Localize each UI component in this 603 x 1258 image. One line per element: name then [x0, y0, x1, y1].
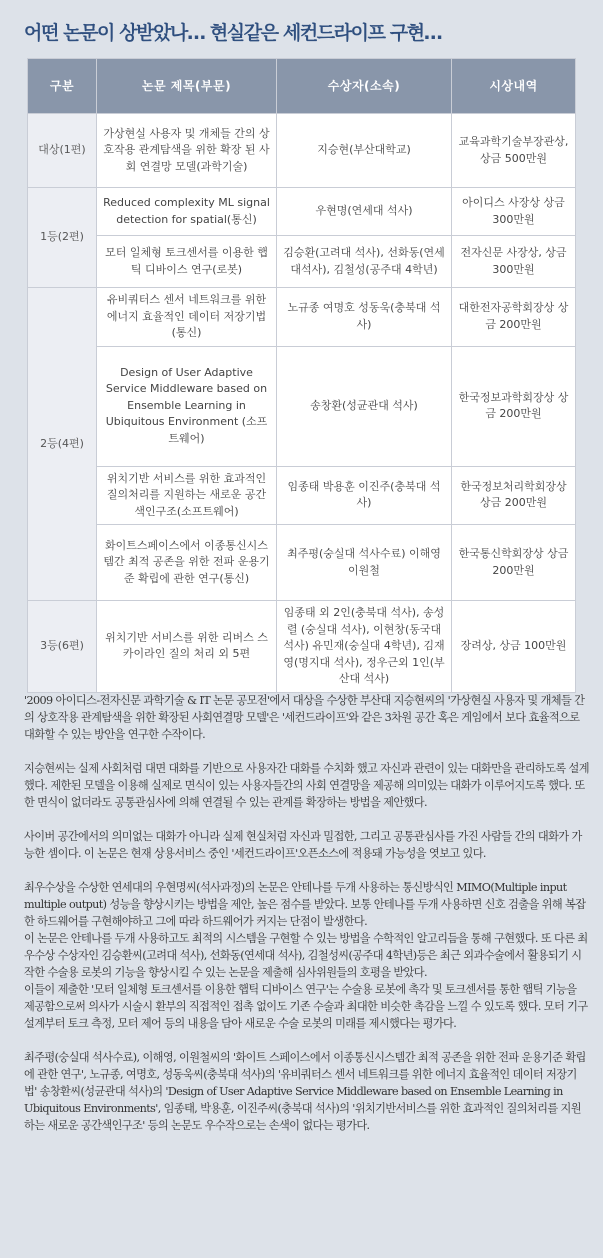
- article-paragraph: 최주평(숭실대 석사수료), 이해영, 이원철씨의 '화이트 스페이스에서 이종통신시스템간 최적 공존을 위한 전파 운용기준 확립에 관한 연구', 노규종, 여명호, 성동욱씨(충북대 석사)의 '유비쿼터스 센서 네트워크를 위한 에너지 효율적인 데이터 저장기법' 송창환씨(성균관대 석사)의 'Design of User Adaptive Service Middleware based on Ensemble Learning in Ubiquitous Environments', 임종태, 박용훈, 이진주씨(충북대 석사)의 '위치기반서비스를 위한 효과적인 질의처리를 지원하는 새로운 공간색인구조' 등의 논문도 우수작으로는 손색이 없다는 평가다.: [24, 1051, 586, 1132]
- prize-cell: 한국정보처리학회장상 상금 200만원: [452, 466, 576, 525]
- article-paragraph: 지승현씨는 실제 사회처럼 대면 대화를 기반으로 사용자간 대화를 수치화 했고 자신과 관련이 있는 대화만을 관리하도록 설계했다. 제한된 모델을 이용해 실제로 면식이 있는 사용자들간의 사회 연결망을 제공해 의미있는 대화가 이루어지도록 했다. 또한 면식이 없더라도 공통관심사에 의해 연결될 수 있는 관계를 확장하는 방법을 제안했다.: [24, 762, 589, 809]
- article-body: [24, 692, 589, 1151]
- title-cell: 위치기반 서비스를 위한 효과적인 질의처리를 지원하는 새로운 공간색인구조(소프트웨어): [97, 466, 277, 525]
- table-row: [28, 288, 576, 347]
- prize-cell: 대한전자공학회장상 상금 200만원: [452, 288, 576, 347]
- table-row: [28, 601, 576, 693]
- prize-cell: 장려상, 상금 100만원: [452, 601, 576, 693]
- title-cell: 위치기반 서비스를 위한 리버스 스카이라인 질의 처리 외 5편: [97, 601, 277, 693]
- category-cell: 2등(4편): [28, 288, 97, 601]
- winner-cell: 지승현(부산대학교): [277, 114, 452, 188]
- table-row: [28, 188, 576, 236]
- header-title: 논문 제목(부문): [97, 59, 277, 114]
- table-row: [28, 346, 576, 466]
- winner-cell: 우현명(연세대 석사): [277, 188, 452, 236]
- article-paragraph: 이 논문은 안테나를 두개 사용하고도 최적의 시스템을 구현할 수 있는 방법을 수학적인 알고리듬을 통해 구현했다. 또 다른 최우수상 수상자인 김승환씨(고려대 석사), 선화동(연세대 석사), 김철성씨(공주대 4학년)등은 최근 외과수술에서 활용되기 시작한 수술용 로봇의 기능을 향상시킬 수 있는 논문을 제출해 심사위원들의 호평을 받았다.: [24, 932, 588, 979]
- category-cell: 1등(2편): [28, 188, 97, 288]
- table-header-row: [28, 59, 576, 114]
- title-cell: Design of User Adaptive Service Middleware based on Ensemble Learning in Ubiquitous Environment (소프트웨어): [97, 346, 277, 466]
- winner-cell: 최주평(숭실대 석사수료) 이해영 이원철: [277, 525, 452, 601]
- prize-cell: 아이디스 사장상 상금 300만원: [452, 188, 576, 236]
- article-paragraph: 최우수상을 수상한 연세대의 우현명씨(석사과정)의 논문은 안테나를 두개 사용하는 통신방식인 MIMO(Multiple input multiple output) 성능을 향상시키는 방법을 제안, 높은 점수를 받았다. 보통 안테나를 두개 사용하면 신호 검출을 위해 복잡한 하드웨어를 구현해야하고 그에 따라 하드웨어가 커지는 단점이 발생한다.: [24, 881, 586, 928]
- title-cell: 유비쿼터스 센서 네트워크를 위한 에너지 효율적인 데이터 저장기법(통신): [97, 288, 277, 347]
- winner-cell: 김승환(고려대 석사), 선화동(연세 대석사), 김철성(공주대 4학년): [277, 236, 452, 288]
- header-prize: 시상내역: [452, 59, 576, 114]
- table-row: [28, 236, 576, 288]
- winner-cell: 임종태 외 2인(충북대 석사), 송성렬 (숭실대 석사), 이현창(동국대 석사) 유민재(숭실대 4학년), 김재영(명지대 석사), 정우근외 1인(부산대 석사): [277, 601, 452, 693]
- winner-cell: 임종태 박용훈 이진주(충북대 석사): [277, 466, 452, 525]
- headline: 어떤 논문이 상받았나… 현실같은 세컨드라이프 구현…: [24, 22, 442, 44]
- winner-cell: 노규종 여명호 성동욱(충북대 석사): [277, 288, 452, 347]
- title-cell: 가상현실 사용자 및 개체들 간의 상호작용 관계탐색을 위한 확장 된 사회 연결망 모델(과학기술): [97, 114, 277, 188]
- header-winner: 수상자(소속): [277, 59, 452, 114]
- prize-cell: 한국정보과학회장상 상금 200만원: [452, 346, 576, 466]
- header-category: 구분: [28, 59, 97, 114]
- awards-table-wrapper: [27, 58, 575, 693]
- title-cell: Reduced complexity ML signal detection for spatial(통신): [97, 188, 277, 236]
- title-cell: 모터 일체형 토크센서를 이용한 햅틱 디바이스 연구(로봇): [97, 236, 277, 288]
- article-paragraph: 사이버 공간에서의 의미없는 대화가 아니라 실제 현실처럼 자신과 밀접한, 그리고 공통관심사를 가진 사람들 간의 대화가 가능한 셈이다. 이 논문은 현재 상용서비스 중인 '세컨드라이프'오픈소스에 적용돼 가능성을 엿보고 있다.: [24, 830, 582, 860]
- article-paragraph: '2009 아이디스-전자신문 과학기술 & IT 논문 공모전'에서 대상을 수상한 부산대 지승현씨의 '가상현실 사용자 및 개체들 간의 상호작용 관계탐색을 위한 확장된 사회연결망 모델'은 '세컨드라이프'와 같은 3차원 공간 혹은 게임에서 보다 효율적으로 대화할 수 있는 방안을 연구한 수작이다.: [24, 694, 585, 741]
- awards-table: [27, 58, 576, 693]
- category-cell: 3등(6편): [28, 601, 97, 693]
- prize-cell: 한국통신학회장상 상금 200만원: [452, 525, 576, 601]
- title-cell: 화이트스페이스에서 이종통신시스템간 최적 공존을 위한 전파 운용기준 확립에 관한 연구(통신): [97, 525, 277, 601]
- category-cell: 대상(1편): [28, 114, 97, 188]
- table-row: [28, 466, 576, 525]
- prize-cell: 교육과학기술부장관상, 상금 500만원: [452, 114, 576, 188]
- prize-cell: 전자신문 사장상, 상금 300만원: [452, 236, 576, 288]
- table-row: [28, 525, 576, 601]
- article-paragraph: 이들이 제출한 '모터 일체형 토크센서를 이용한 햅틱 디바이스 연구'는 수술용 로봇에 촉각 및 토크센서를 통한 햅틱 기능을 제공함으로써 의사가 시술시 환부의 직접적인 접촉 없이도 기존 수술과 최대한 비슷한 촉감을 느낄 수 있도록 했다. 모터 기구 설계부터 토크 측정, 모터 제어 등의 내용을 담아 새로운 수술 로봇의 미래를 제시했다는 평가다.: [24, 983, 588, 1030]
- winner-cell: 송창환(성균관대 석사): [277, 346, 452, 466]
- table-row: [28, 114, 576, 188]
